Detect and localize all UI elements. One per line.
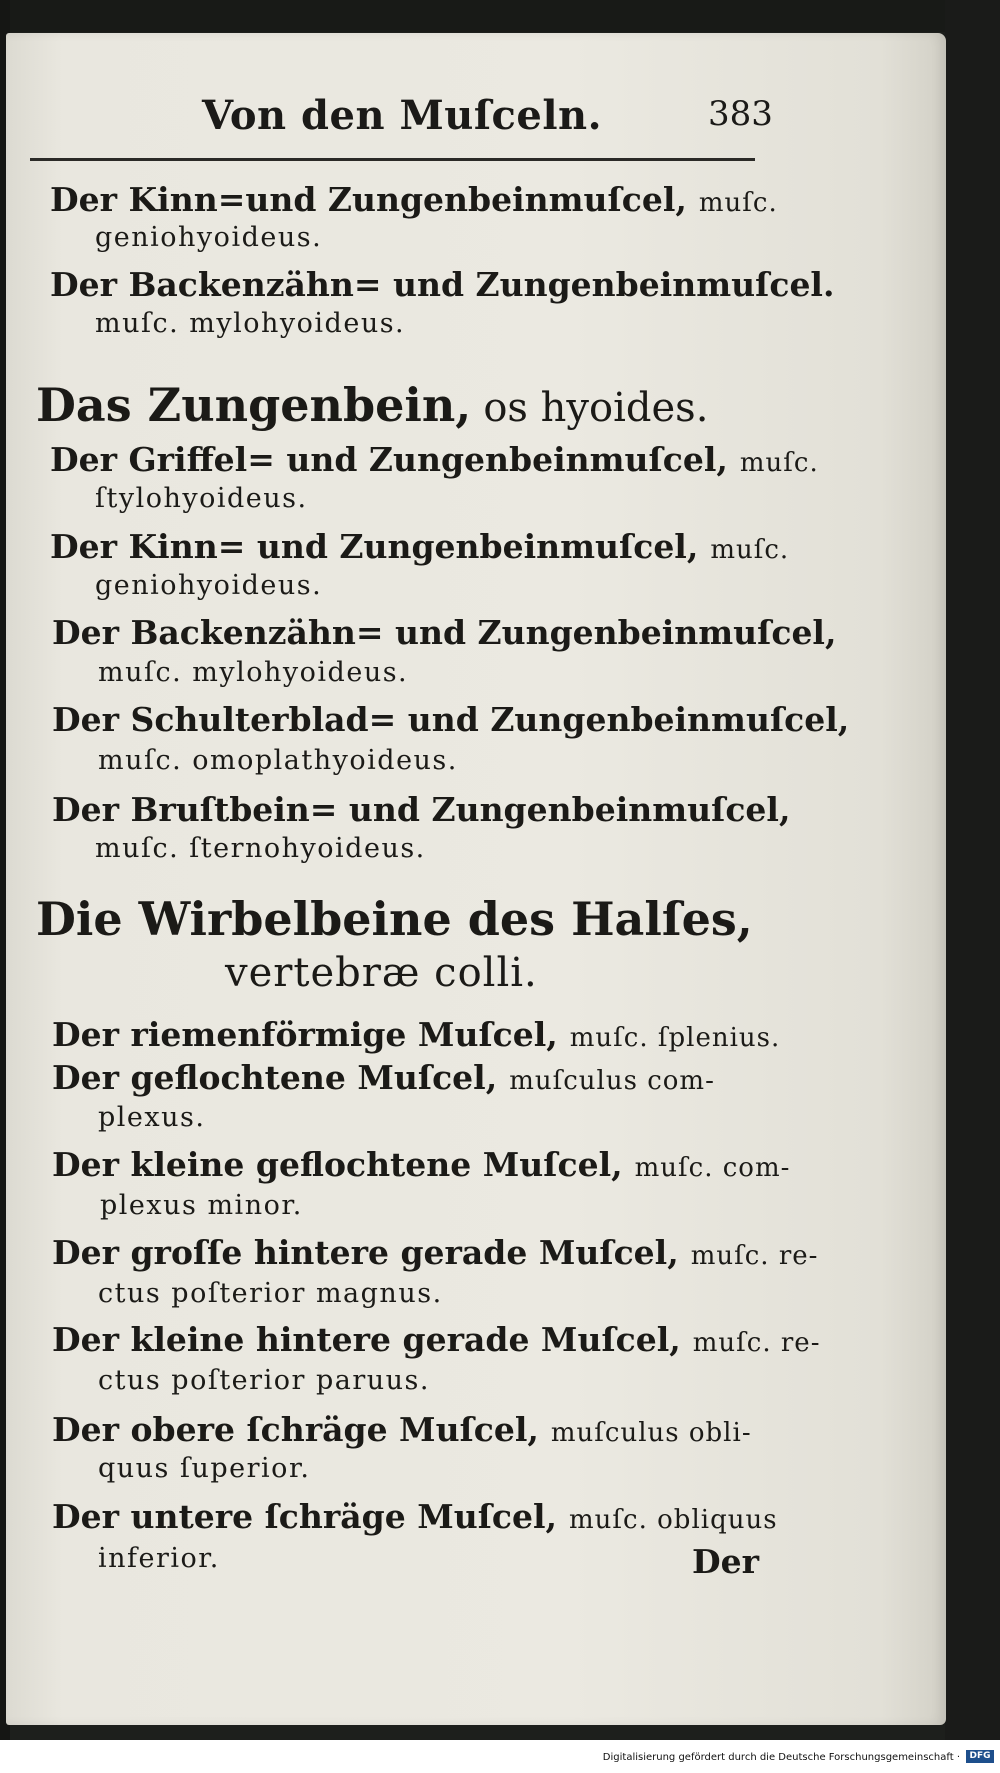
- latin-text: muſc. obliquus: [569, 1505, 778, 1535]
- continuation-line: muſc. ſternohyoideus.: [95, 833, 426, 864]
- page-number: 383: [708, 94, 773, 134]
- german-text: Der Kinn=und Zungenbeinmuſcel,: [50, 180, 687, 219]
- header-rule: [30, 158, 755, 161]
- german-text: Der geflochtene Muſcel,: [52, 1058, 498, 1097]
- entry-line: [52, 790, 790, 829]
- entry-line: [52, 1233, 818, 1272]
- latin-text: os hyoides.: [483, 385, 709, 431]
- german-text: Der Kinn= und Zungenbeinmuſcel,: [50, 527, 699, 566]
- entry-line: [52, 1320, 820, 1359]
- footer-credit: Digitalisierung gefördert durch die Deutsche Forschungsgemeinschaft ·: [602, 1752, 960, 1763]
- latin-text: muſc.: [698, 188, 778, 218]
- continuation-line: ctus poſterior paruus.: [98, 1365, 430, 1396]
- entry-line: [50, 265, 834, 304]
- section-subheading: vertebræ colli.: [225, 950, 538, 996]
- entry-line: [52, 613, 836, 652]
- continuation-line: plexus.: [98, 1102, 206, 1133]
- latin-text: muſc. re-: [692, 1328, 821, 1358]
- continuation-line: plexus minor.: [100, 1190, 303, 1221]
- latin-text: muſc. re-: [690, 1241, 819, 1271]
- latin-text: muſculus com-: [509, 1066, 715, 1096]
- continuation-line: geniohyoideus.: [95, 570, 323, 601]
- german-text: Das Zungenbein,: [36, 378, 472, 432]
- latin-text: muſc. com-: [634, 1153, 791, 1183]
- continuation-line: muſc. omoplathyoideus.: [98, 745, 458, 776]
- entry-line: [52, 1410, 752, 1449]
- german-text: Der kleine geflochtene Muſcel,: [52, 1145, 623, 1184]
- entry-line: [50, 180, 778, 219]
- continuation-line: inferior.: [98, 1543, 220, 1574]
- scan-right-border: [945, 0, 1000, 1773]
- german-text: Der Bruſtbein= und Zungenbeinmuſcel,: [52, 790, 791, 829]
- latin-text: muſc. ſplenius.: [569, 1023, 781, 1053]
- entry-line: [52, 1058, 715, 1097]
- section-heading: [36, 378, 708, 432]
- continuation-line: ctus poſterior magnus.: [98, 1278, 443, 1309]
- scan-top-border: [0, 0, 1000, 32]
- continuation-line: muſc. mylohyoideus.: [98, 657, 409, 688]
- german-text: Die Wirbelbeine des Halſes,: [36, 892, 753, 946]
- entry-line: [50, 440, 819, 479]
- german-text: Der Backenzähn= und Zungenbeinmuſcel.: [50, 265, 835, 304]
- entry-line: [52, 1497, 778, 1536]
- entry-line: [52, 1015, 780, 1054]
- continuation-line: quus ſuperior.: [98, 1453, 311, 1484]
- section-heading: [36, 892, 753, 946]
- continuation-line: geniohyoideus.: [95, 222, 323, 253]
- running-head: [170, 92, 810, 142]
- latin-text: muſc.: [739, 448, 819, 478]
- continuation-line: ſtylohyoideus.: [95, 483, 308, 514]
- german-text: Der Griffel= und Zungenbeinmuſcel,: [50, 440, 728, 479]
- german-text: Der kleine hintere gerade Muſcel,: [52, 1320, 681, 1359]
- catchword: Der: [692, 1542, 759, 1581]
- german-text: Der riemenförmige Muſcel,: [52, 1015, 558, 1054]
- entry-line: [52, 700, 849, 739]
- page-title: Von den Muſceln.: [202, 92, 603, 139]
- german-text: Der untere ſchräge Muſcel,: [52, 1497, 558, 1536]
- dfg-logo: DFG: [966, 1750, 994, 1763]
- german-text: Der Schulterblad= und Zungenbeinmuſcel,: [52, 700, 850, 739]
- german-text: Der groſſe hintere gerade Muſcel,: [52, 1233, 679, 1272]
- entry-line: [50, 527, 789, 566]
- german-text: Der Backenzähn= und Zungenbeinmuſcel,: [52, 613, 837, 652]
- continuation-line: muſc. mylohyoideus.: [95, 308, 406, 339]
- entry-line: [52, 1145, 790, 1184]
- german-text: Der obere ſchräge Muſcel,: [52, 1410, 539, 1449]
- latin-text: muſc.: [710, 535, 790, 565]
- latin-text: muſculus obli-: [550, 1418, 752, 1448]
